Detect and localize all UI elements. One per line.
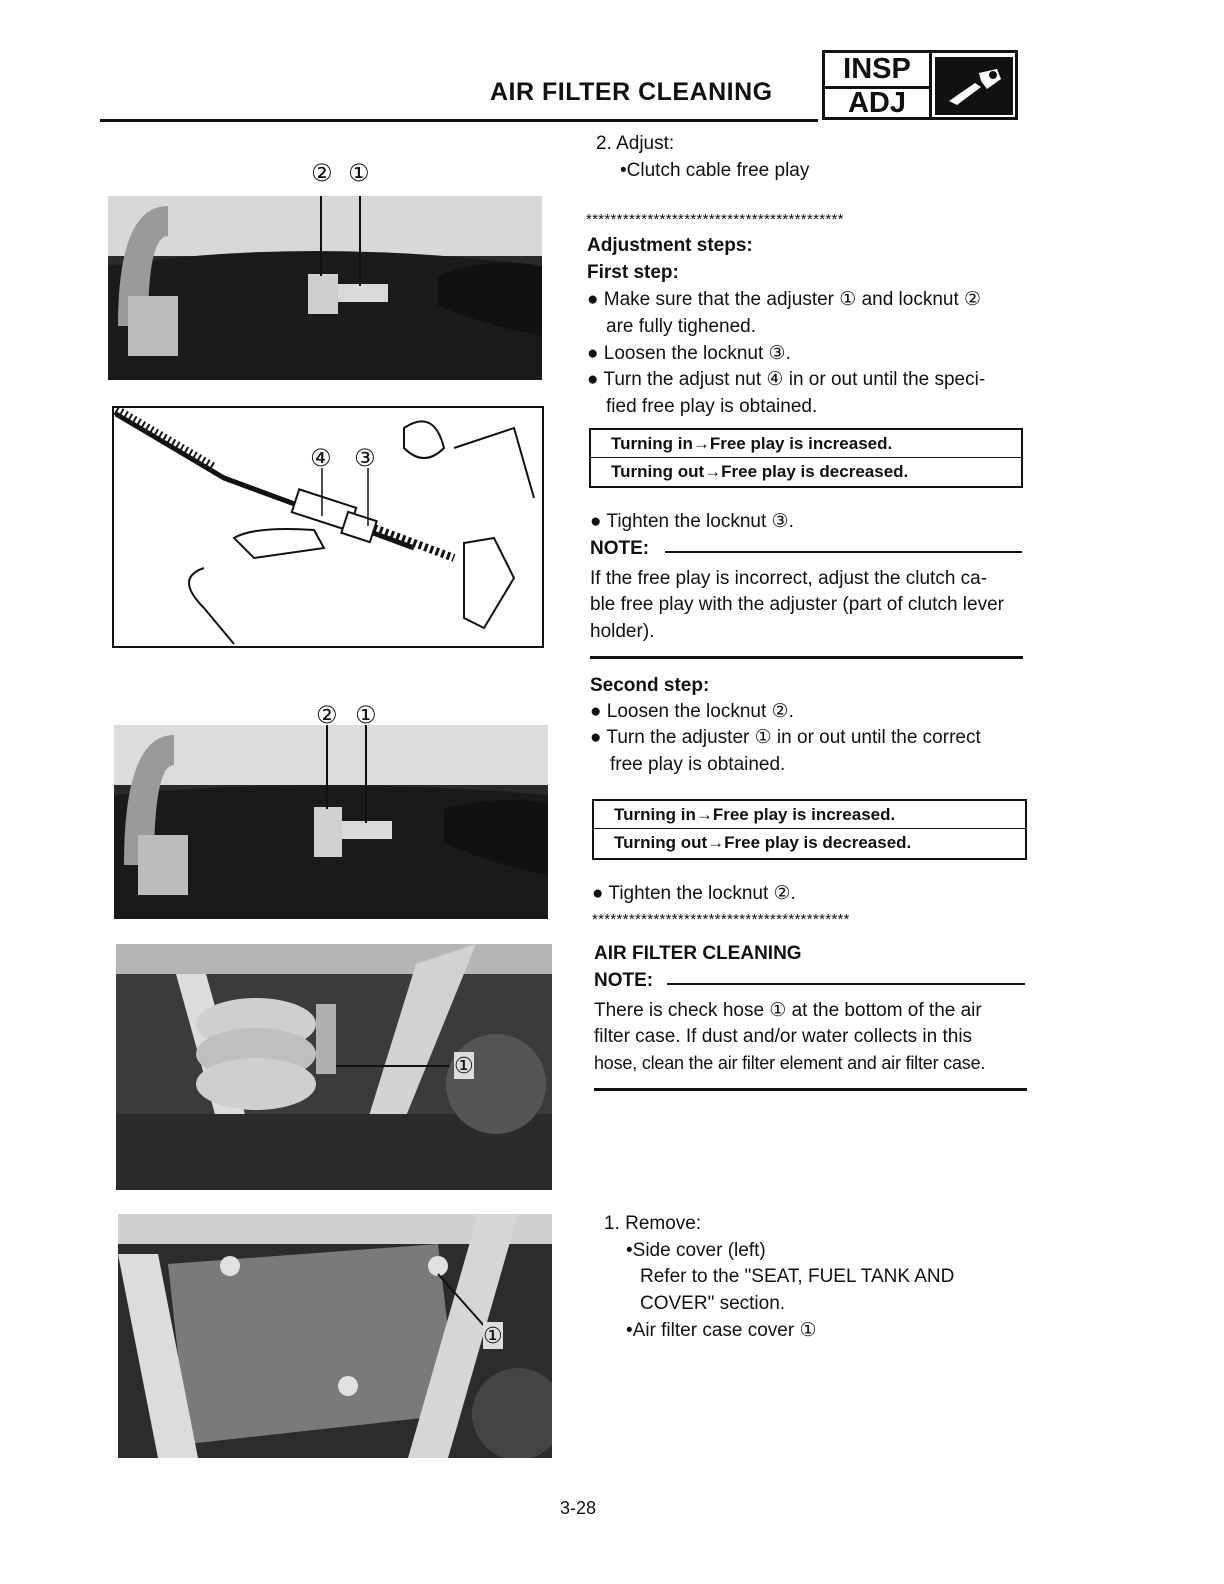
callout-1: ① [348,160,370,187]
second-step-bullet-1: ● Loosen the locknut ②. [590,701,794,722]
page-title: AIR FILTER CLEANING [490,78,773,106]
first-step-bullet-4: ● Tighten the locknut ③. [590,511,794,532]
callout-3: ③ [354,445,376,472]
step-remove-item-case-cover: •Air filter case cover ① [626,1320,817,1341]
air-filter-note-rule [667,983,1025,985]
diagram-clutch-lever [112,406,544,648]
first-step-bullet-3: ● Turn the adjust nut ④ in or out until the speci- [587,369,986,390]
spec-row-turning-out: Turning out→Free play is decreased. [611,462,909,481]
callout-1: ① [483,1323,503,1348]
second-step-bullet-2: ● Turn the adjuster ① in or out until the correct [590,727,981,748]
first-step-bullet-1: ● Make sure that the adjuster ① and locknut ② [587,289,982,310]
photo-clutch-adjuster-top [108,196,542,380]
note-end-rule [590,656,1023,659]
callout-1: ① [454,1053,474,1078]
callout-2: ② [311,160,333,187]
badge-adj: ADJ [825,88,932,120]
air-filter-note-line-1: There is check hose ① at the bottom of the air [594,1000,982,1021]
first-step-bullet-1-cont: are fully tighened. [606,316,756,337]
photo-check-hose [116,944,552,1190]
note-text-line-1: If the free play is incorrect, adjust the clutch ca- [590,568,988,589]
spec-row-turning-in: Turning in→Free play is increased. [591,430,1021,458]
stars-divider-end: ****************************************** [592,911,850,928]
note-text-line-3: holder). [590,621,655,642]
step-remove-item-side-cover: •Side cover (left) [626,1240,766,1261]
photo-clutch-adjuster-second [114,725,548,919]
wrench-icon [935,57,1013,115]
adjustment-steps-heading: Adjustment steps: [587,235,753,256]
callout-1: ① [355,702,377,729]
spec-row-turning-out: Turning out→Free play is decreased. [614,833,912,852]
step-remove-reference-2: COVER" section. [640,1293,786,1314]
air-filter-note-line-3: hose, clean the air filter element and air filter case. [594,1053,986,1073]
step-remove-heading: 1. Remove: [604,1213,702,1234]
spec-table-second [592,799,1027,860]
spec-row-turning-in: Turning in→Free play is increased. [594,801,1025,829]
step-remove-reference-1: Refer to the "SEAT, FUEL TANK AND [640,1266,955,1287]
air-filter-note-end-rule [594,1088,1027,1091]
second-step-bullet-2-cont: free play is obtained. [610,754,786,775]
note-label: NOTE: [590,538,650,559]
second-step-heading: Second step: [590,675,710,696]
callout-2: ② [316,702,338,729]
callout-4: ④ [310,445,332,472]
badge-insp: INSP [825,53,932,89]
air-filter-note-line-2: filter case. If dust and/or water collects in this [594,1026,973,1047]
step-adjust-heading: 2. Adjust: [596,133,675,154]
first-step-bullet-2: ● Loosen the locknut ③. [587,343,791,364]
spec-table-first [589,428,1023,488]
header-rule [100,119,818,122]
section-badge [822,50,1018,120]
note-rule [665,551,1022,553]
note-text-line-2: ble free play with the adjuster (part of clutch lever [590,594,1004,615]
air-filter-note-label: NOTE: [594,970,654,991]
step-adjust-item: •Clutch cable free play [620,160,810,181]
page-number: 3-28 [560,1498,597,1518]
second-step-bullet-3: ● Tighten the locknut ②. [592,883,796,904]
stars-divider: ****************************************** [586,211,844,228]
air-filter-heading: AIR FILTER CLEANING [594,943,802,964]
first-step-bullet-3-cont: fied free play is obtained. [606,396,818,417]
first-step-heading: First step: [587,262,679,283]
